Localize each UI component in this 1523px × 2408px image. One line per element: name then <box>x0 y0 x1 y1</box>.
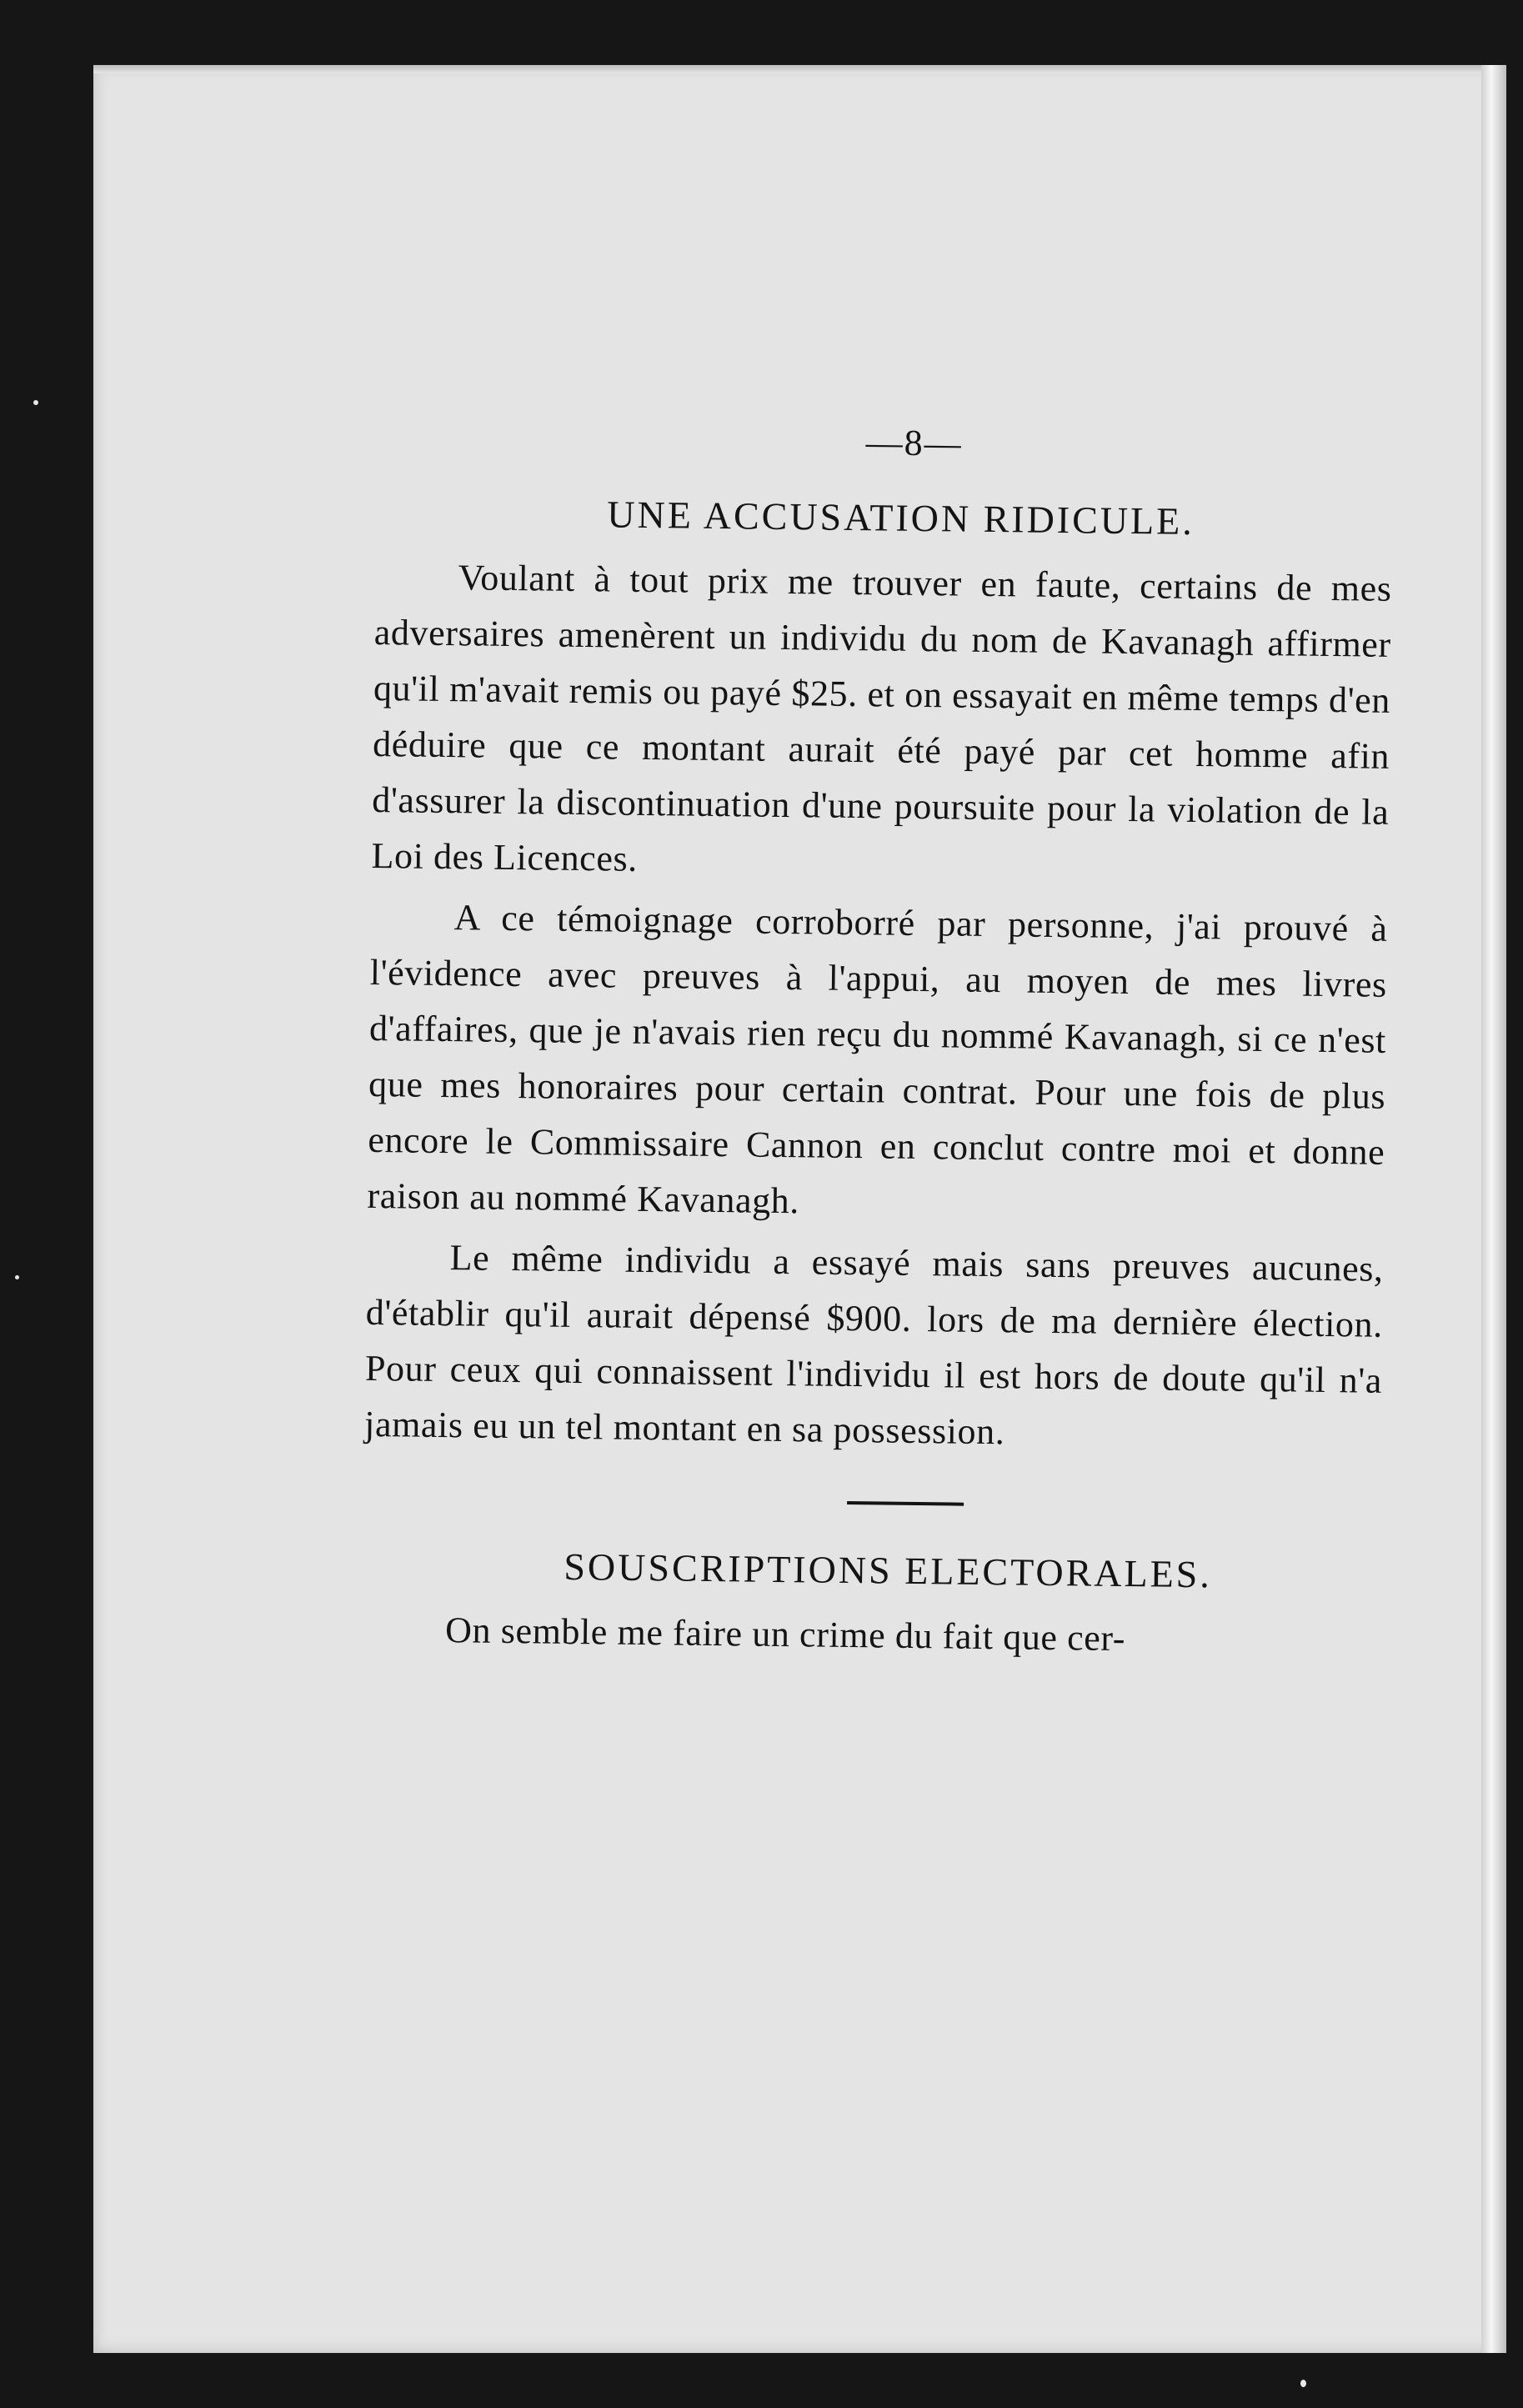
section-heading-souscriptions: SOUSCRIPTIONS ELECTORALES. <box>564 1544 1213 1596</box>
paragraph: Voulant à tout prix me trouver en faute, certains de mes adversaires amenèrent un individu du nom de Kavanagh affirmer qu'il m'avait remis ou payé $25. et on essayait en même temps d'en déduire que ce montant aurait été payé par cet homme afin d'assurer la discontinuation d'une poursuite pour la violation de la Loi des Licences. <box>371 557 1392 879</box>
page-number: —8— <box>865 422 963 464</box>
page-right-edge <box>1481 65 1506 2353</box>
text-column <box>362 415 1394 1675</box>
scanned-page <box>93 65 1506 2353</box>
film-speck <box>15 1275 19 1279</box>
paragraph: On semble me faire un crime du fait que cer- <box>444 1610 1126 1660</box>
page-top-edge <box>93 65 1506 73</box>
paragraph: A ce témoignage corroborré par personne, j'ai prouvé à l'évidence avec preuves à l'appui, au moyen de mes livres d'affaires, que je n'avais rien reçu du nommé Kavanagh, si ce n'est que mes honoraires pour certain contrat. Pour une fois de plus encore le Commissaire Cannon en conclut contre moi et donne raison au nommé Kavanagh. <box>367 897 1388 1222</box>
film-speck <box>1300 2380 1306 2387</box>
section-divider <box>847 1501 964 1506</box>
film-speck <box>33 400 38 405</box>
section-heading-accusation: UNE ACCUSATION RIDICULE. <box>607 493 1195 543</box>
paragraph: Le même individu a essayé mais sans preuves aucunes, d'établir qu'il aurait dépensé $900. lors de ma dernière élection. Pour ceux qui connaissent l'individu il est hors de doute qu'il n'a jamais eu un tel montant en sa possession. <box>363 1237 1384 1453</box>
